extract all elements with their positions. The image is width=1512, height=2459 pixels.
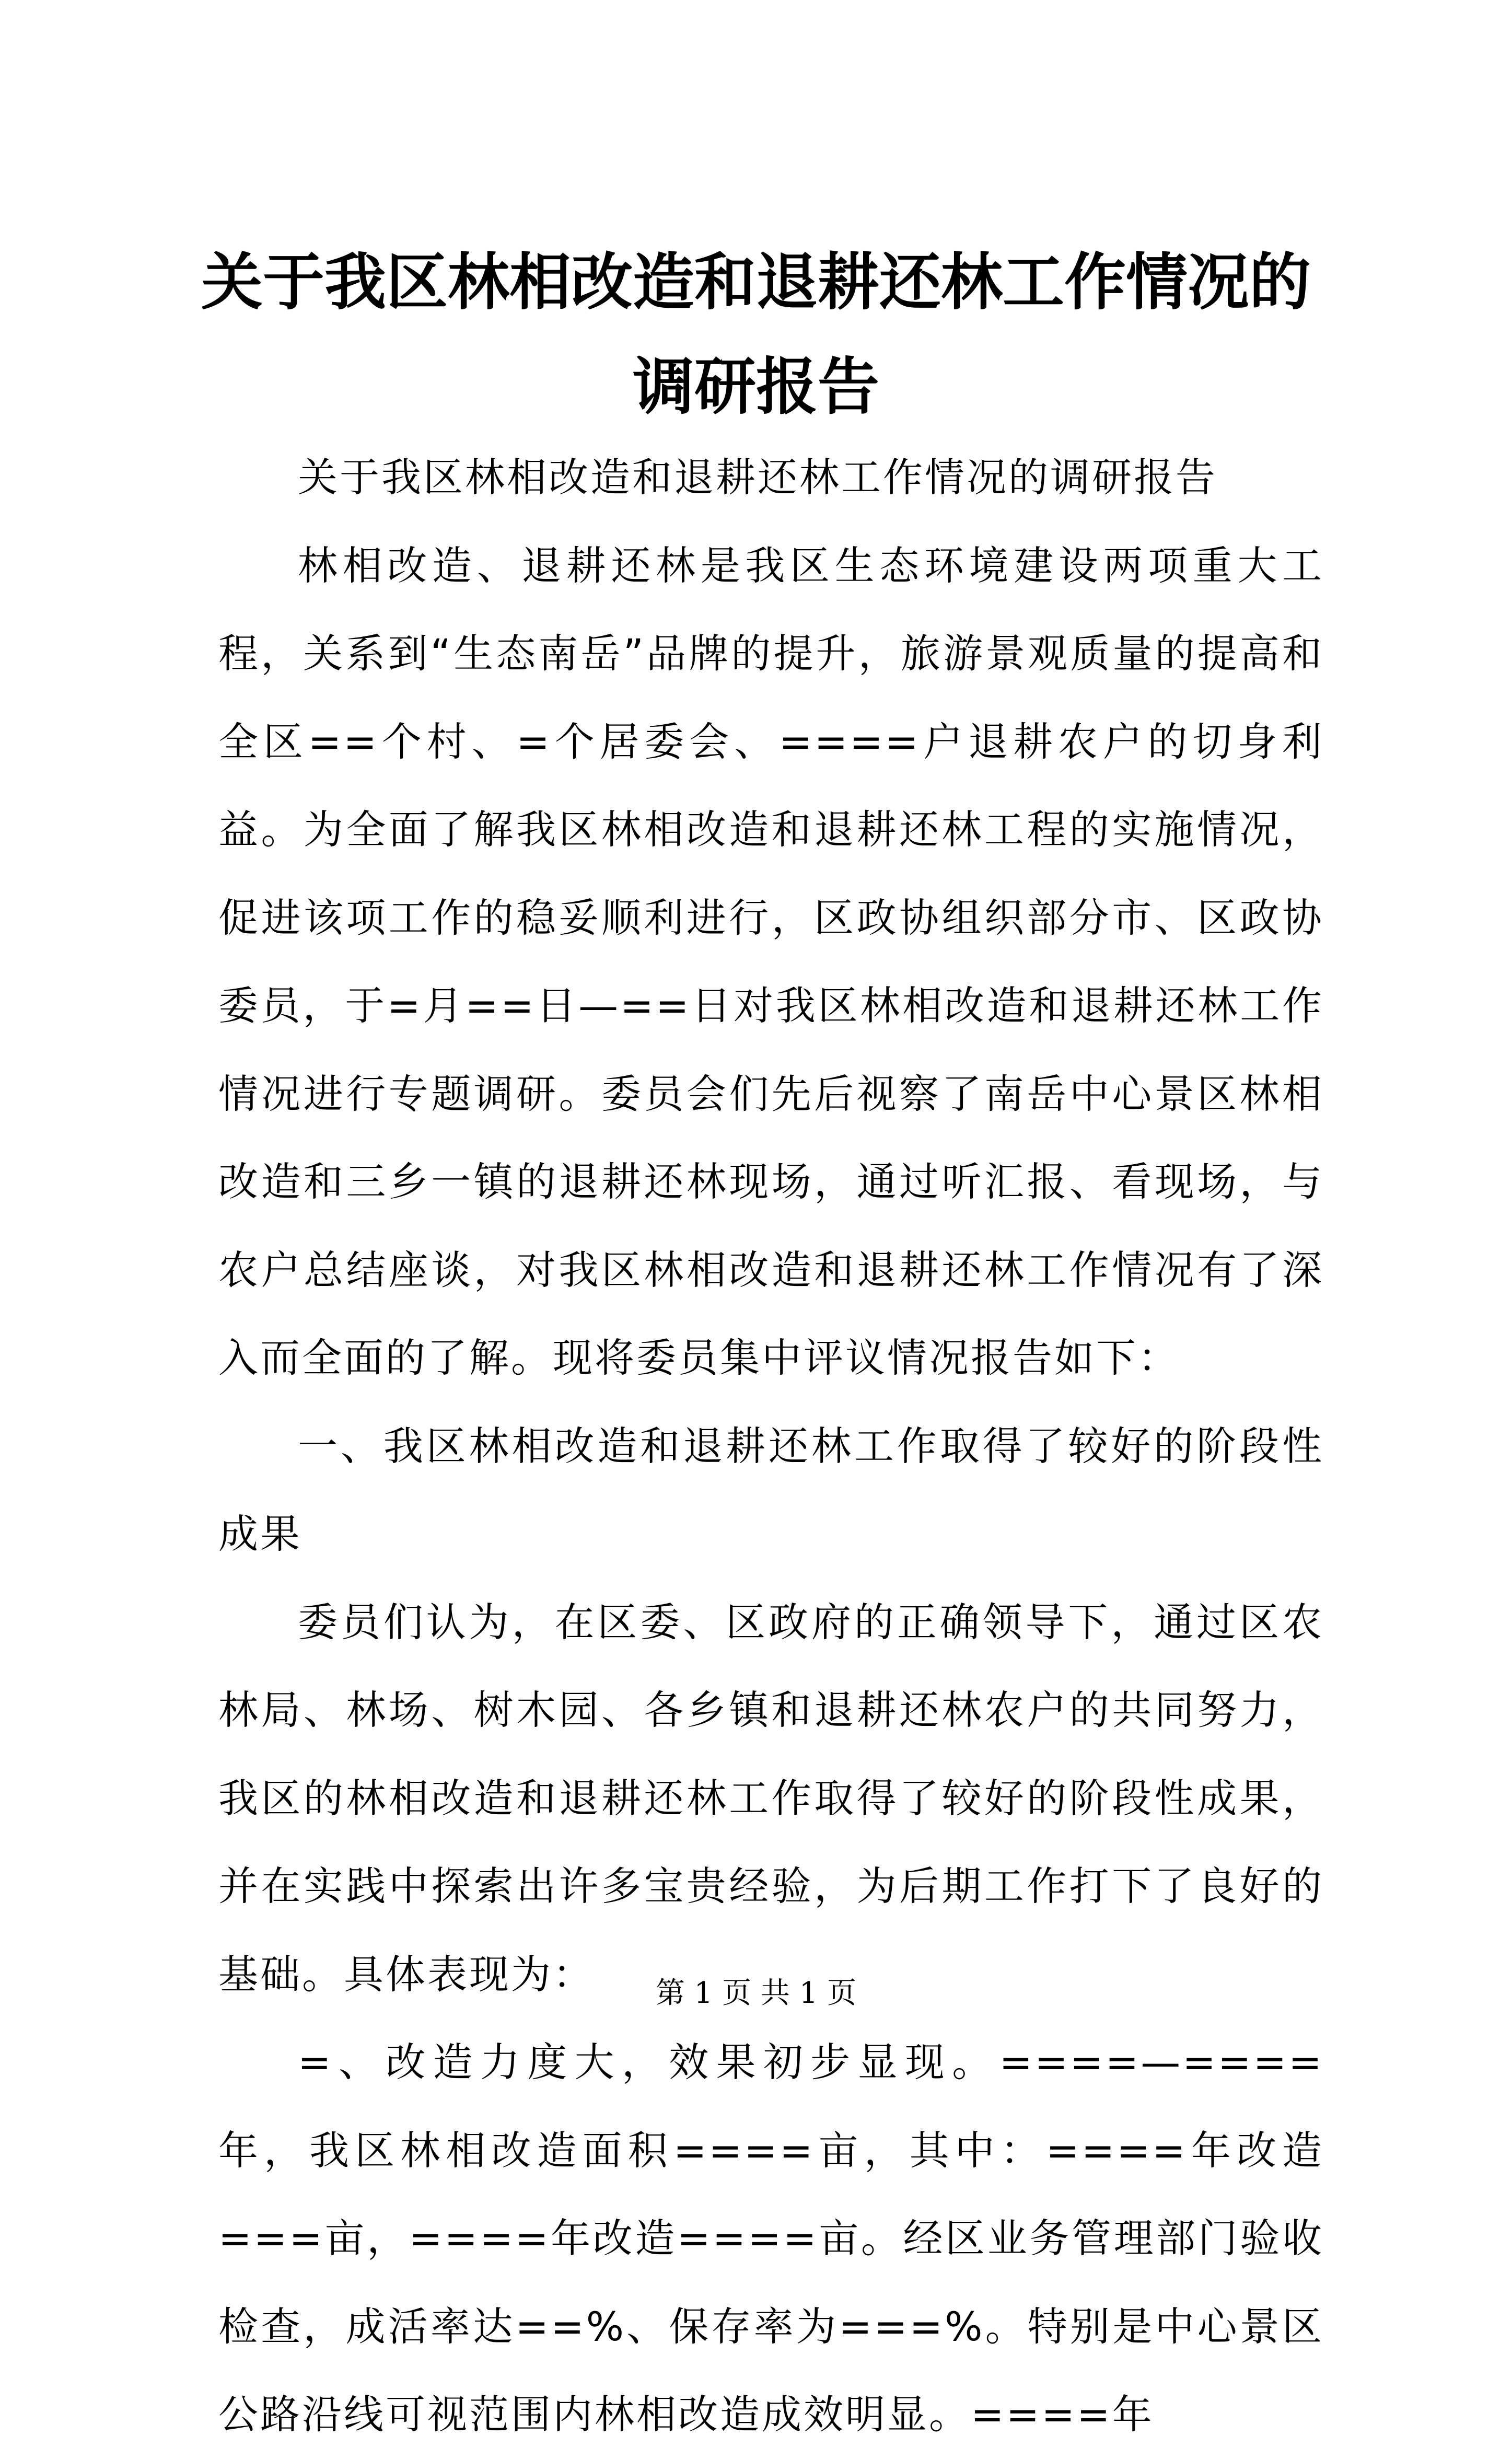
document-body <box>218 434 1324 2459</box>
document-title: 关于我区林相改造和退耕还林工作情况的调研报告 <box>201 246 1311 423</box>
subtitle-paragraph: 关于我区林相改造和退耕还林工作情况的调研报告 <box>298 454 1217 501</box>
section-heading: 一、我区林相改造和退耕还林工作取得了较好的阶段性成果 <box>218 1422 1324 1557</box>
page-footer: 第 1 页 共 1 页 <box>655 1976 857 2010</box>
intro-paragraph: 林相改造、退耕还林是我区生态环境建设两项重大工程，关系到“生态南岳”品牌的提升，旅游景观质量的提高和全区==个村、=个居委会、====户退耕农户的切身利益。为全面了解我区林相改造和退耕还林工程的实施情况，促进该项工作的稳妥顺利进行，区政协组织部分市、区政协委员，于=月==日—==日对我区林相改造和退耕还林工作情况进行专题调研。委员会们先后视察了南岳中心景区林相改造和三乡一镇的退耕还林现场，通过听汇报、看现场，与农户总结座谈，对我区林相改造和退耕还林工作情况有了深入而全面的了解。现将委员集中评议情况报告如下： <box>218 542 1324 1381</box>
body-paragraph: 委员们认为，在区委、区政府的正确领导下，通过区农林局、林场、树木园、各乡镇和退耕还林农户的共同努力，我区的林相改造和退耕还林工作取得了较好的阶段性成果，并在实践中探索出许多宝贵经验，为后期工作打下了良好的基础。具体表现为： <box>218 1598 1324 1998</box>
body-paragraph: =、改造力度大，效果初步显现。====—====年，我区林相改造面积====亩，其中：====年改造===亩，====年改造====亩。经区业务管理部门验收检查，成活率达==%、保存率为===%。特别是中心景区公路沿线可视范围内林相改造成效明显。====年 <box>218 2039 1324 2438</box>
